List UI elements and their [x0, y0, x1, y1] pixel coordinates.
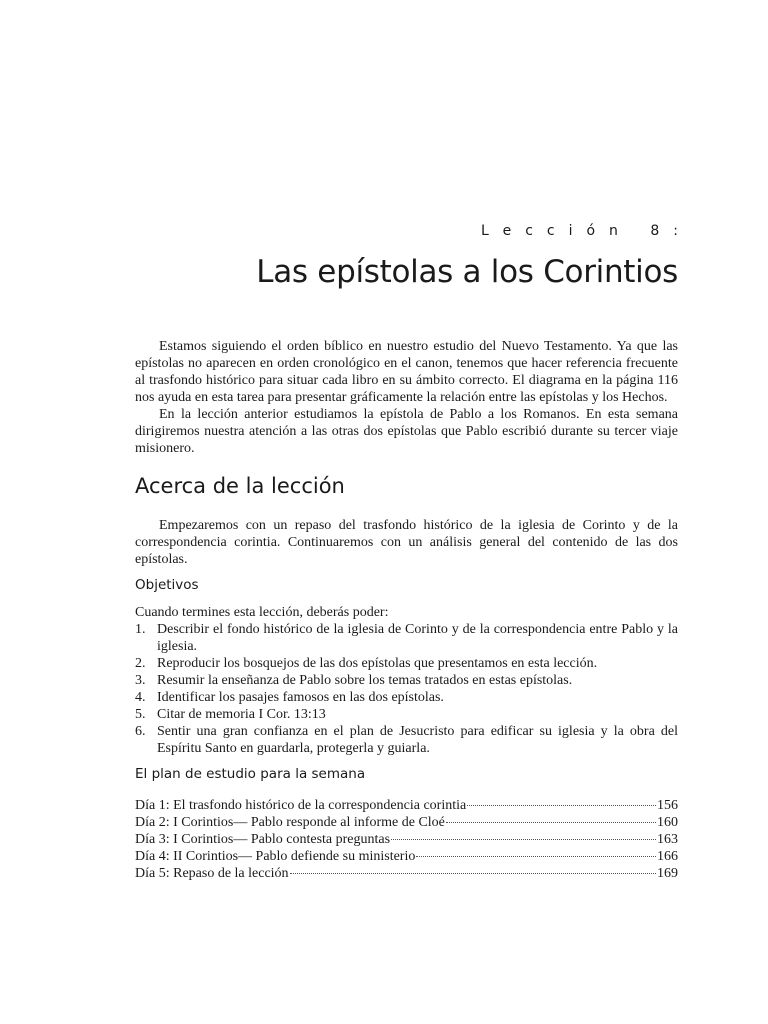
- study-plan-toc: [135, 797, 678, 882]
- objective-text: Citar de memoria I Cor. 13:13: [157, 707, 326, 722]
- toc-page-number: 160: [657, 815, 678, 830]
- intro-section: [135, 338, 678, 457]
- toc-row: [135, 814, 678, 831]
- acerca-paragraph: Empezaremos con un repaso del trasfondo histórico de la iglesia de Corinto y de la correspondencia corintia. Continuaremos con un análisis general del contenido de las dos epístolas.: [135, 518, 678, 567]
- toc-page-number: 169: [657, 866, 678, 881]
- objective-number: 5.: [135, 707, 146, 722]
- toc-label: Día 3: I Corintios— Pablo contesta preguntas: [135, 832, 391, 847]
- lesson-label: Lección 8:: [481, 223, 692, 239]
- toc-page-number: 166: [657, 849, 678, 864]
- plan-heading: El plan de estudio para la semana: [135, 766, 366, 782]
- toc-row: [135, 797, 678, 814]
- toc-label: Día 4: II Corintios— Pablo defiende su ministerio: [135, 849, 416, 864]
- toc-row: [135, 831, 678, 848]
- objective-text: Reproducir los bosquejos de las dos epístolas que presentamos en esta lección.: [157, 656, 598, 671]
- toc-leader-dots: [290, 873, 656, 874]
- objective-item: [135, 723, 678, 757]
- acerca-heading: Acerca de la lección: [135, 474, 345, 498]
- objective-number: 2.: [135, 656, 146, 671]
- toc-label: Día 2: I Corintios— Pablo responde al informe de Cloé: [135, 815, 445, 830]
- lesson-title: Las epístolas a los Corintios: [256, 254, 678, 290]
- toc-page-number: 156: [657, 798, 678, 813]
- intro-paragraph: En la lección anterior estudiamos la epístola de Pablo a los Romanos. En esta semana dirigiremos nuestra atención a las otras dos epístolas que Pablo escribió durante su tercer viaje misionero.: [135, 407, 678, 456]
- objective-item: [135, 689, 678, 706]
- objective-number: 6.: [135, 724, 146, 739]
- objective-item: [135, 655, 678, 672]
- objective-text: Sentir una gran confianza en el plan de Jesucristo para edificar su iglesia y la obra del Espíritu Santo en guardarla, protegerla y guiarla.: [157, 724, 678, 756]
- toc-leader-dots: [446, 822, 656, 823]
- toc-page-number: 163: [657, 832, 678, 847]
- objetivos-heading: Objetivos: [135, 577, 199, 593]
- toc-row: [135, 865, 678, 882]
- objective-text: Resumir la enseñanza de Pablo sobre los temas tratados en estas epístolas.: [157, 673, 573, 688]
- toc-leader-dots: [416, 856, 656, 857]
- toc-label: Día 5: Repaso de la lección: [135, 866, 289, 881]
- objetivos-intro: Cuando termines esta lección, deberás poder:: [135, 605, 389, 620]
- toc-row: [135, 848, 678, 865]
- toc-label: Día 1: El trasfondo histórico de la correspondencia corintia: [135, 798, 467, 813]
- objective-number: 3.: [135, 673, 146, 688]
- objective-text: Identificar los pasajes famosos en las dos epístolas.: [157, 690, 444, 705]
- objective-item: [135, 672, 678, 689]
- objective-number: 4.: [135, 690, 146, 705]
- toc-leader-dots: [467, 805, 656, 806]
- intro-paragraph: Estamos siguiendo el orden bíblico en nuestro estudio del Nuevo Testamento. Ya que las epístolas no aparecen en orden cronológico en el canon, tenemos que hacer referencia frecuente al trasfondo histórico para situar cada libro en su ámbito correcto. El diagrama en la página 116 nos ayuda en esta tarea para presentar gráficamente la relación entre las epístolas y los Hechos.: [135, 339, 678, 405]
- objective-item: [135, 621, 678, 655]
- acerca-section: [135, 517, 678, 568]
- objective-text: Describir el fondo histórico de la iglesia de Corinto y de la correspondencia entre Pablo y la iglesia.: [157, 622, 678, 654]
- toc-leader-dots: [391, 839, 656, 840]
- objective-item: [135, 706, 678, 723]
- objective-number: 1.: [135, 622, 146, 637]
- objectives-list: [135, 621, 678, 757]
